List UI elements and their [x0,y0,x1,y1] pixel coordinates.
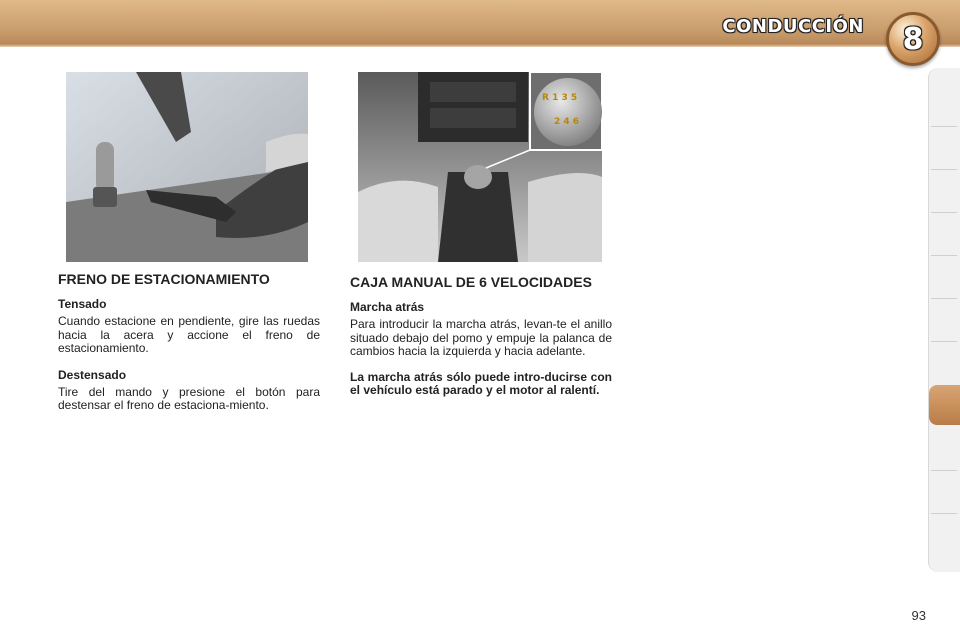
marcha-atras-warning: La marcha atrás sólo puede intro-ducirse con el vehículo está parado y el motor al ralentí. [350,369,612,397]
destensado-text: Tire del mando y presione el botón para destensar el freno de estaciona-miento. [58,384,320,412]
gearbox-photo [358,72,602,262]
chapter-badge [886,12,940,66]
tab-divider [931,298,957,299]
section-title: CONDUCCIÓN [722,16,864,37]
chapter-tab-active[interactable] [929,385,960,425]
destensado-title: Destensado [58,367,127,382]
parking-brake-heading: FRENO DE ESTACIONAMIENTO [58,271,270,287]
marcha-atras-title: Marcha atrás [350,300,425,314]
gearbox-section [350,272,612,410]
parking-brake-section [58,272,320,425]
tab-divider [931,126,957,127]
tensado-title: Tensado [58,297,107,311]
parking-brake-photo [66,72,308,262]
page-number: 93 [911,608,926,623]
chapter-tabs [928,68,960,572]
tab-divider [931,169,957,170]
gearbox-heading: CAJA MANUAL DE 6 VELOCIDADES [350,274,592,290]
marcha-atras-text: Para introducir la marcha atrás, levan-te el anillo situado debajo del pomo y empuje la palanca de cambios hacia la izquierda y hacia adelante. [350,317,612,358]
tab-divider [931,470,957,471]
gear-pattern-top: R 1 3 5 [542,93,578,103]
tab-divider [931,212,957,213]
gear-pattern-bottom: 2 4 6 [554,117,580,127]
gearbox-illustration [358,72,602,262]
parking-brake-illustration [66,72,308,262]
tab-divider [931,255,957,256]
chapter-number: 8 [902,21,924,57]
header-divider [0,44,960,47]
tab-divider [931,341,957,342]
tab-divider [931,513,957,514]
tensado-text: Cuando estacione en pendiente, gire las ruedas hacia la acera y accione el freno de estacionamiento. [58,314,320,355]
